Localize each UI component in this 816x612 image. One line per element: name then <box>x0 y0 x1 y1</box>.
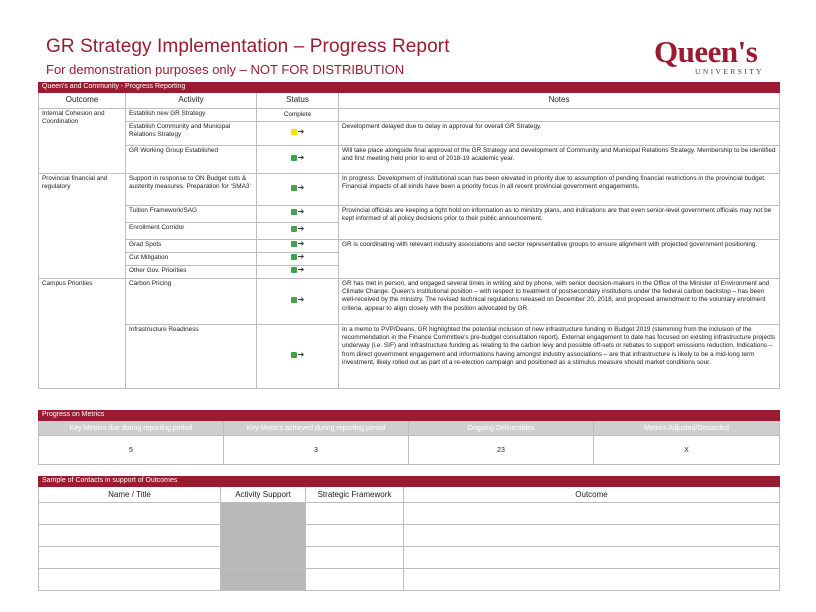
arrow-right-icon: ➔ <box>297 265 305 275</box>
note-cell: Development delayed due to delay in approval for overall GR Strategy. <box>339 122 780 146</box>
note-cell: Provincial officials are keeping a tight hold on information as to ministry plans, and indications are that even senior-level government officials may not be kept informed of all policy decisions prior to their public announcement. <box>339 206 780 240</box>
status-cell <box>257 325 339 389</box>
arrow-right-icon: ➔ <box>297 126 305 136</box>
note-cell <box>339 109 780 122</box>
activity-cell: Tuition Framework/SAG <box>126 206 257 223</box>
metric-label: Metrics Adjusted/Discarded <box>594 421 780 436</box>
metric-label: Key Metrics due during reporting period <box>39 421 224 436</box>
table-row <box>39 206 780 223</box>
status-cell <box>257 146 339 174</box>
contact-row <box>39 569 780 591</box>
status-green-square <box>291 185 297 191</box>
status-indicator <box>291 294 305 304</box>
col-activity-header: Activity <box>126 93 257 109</box>
activity-cell: GR Working Group Established <box>126 146 257 174</box>
contact-row <box>39 547 780 569</box>
table-row <box>39 109 780 122</box>
status-green-square <box>291 155 297 161</box>
status-cell <box>257 279 339 325</box>
col-activity-support-header: Activity Support <box>221 487 306 503</box>
note-cell: GR has met in person, and engaged several times in writing and by phone, with senior decision-makers in the Office of the Minister of Environment and Climate Change. Queen's institutional position – with respect to treatment of postsecondary institutions under the federal carbon backstop – has been well-received by the ministry. The revised technical regulations released on December 20, 2018, and proposed amendment to the voluntary enrolment criteria, appear to align closely with the position advocated by GR. <box>339 279 780 325</box>
metrics-section-title: Progress on Metrics <box>39 411 780 421</box>
status-green-square <box>291 209 297 215</box>
status-indicator <box>291 349 305 359</box>
outcome-cell: Campus Priorities <box>39 279 126 389</box>
col-strategic-framework-header: Strategic Framework <box>306 487 404 503</box>
col-notes-header: Notes <box>339 93 780 109</box>
table-row <box>39 240 780 253</box>
status-green-square <box>291 226 297 232</box>
status-cell: Complete <box>257 109 339 122</box>
status-indicator <box>291 241 305 247</box>
status-green-square <box>291 267 297 273</box>
arrow-right-icon: ➔ <box>297 152 305 162</box>
contact-row <box>39 503 780 525</box>
contact-row <box>39 525 780 547</box>
status-indicator <box>291 152 305 162</box>
note-cell: GR is coordinating with relevant industry associations and sector representative groups to ensure alignment with projected government positioning. <box>339 240 780 279</box>
status-indicator <box>291 182 305 192</box>
outcome-cell: Internal Cohesion and Coordination <box>39 109 126 174</box>
arrow-right-icon: ➔ <box>297 182 305 192</box>
status-cell <box>257 206 339 223</box>
status-indicator <box>291 126 305 136</box>
metrics-table <box>38 410 780 465</box>
progress-reporting-table <box>38 82 780 389</box>
activity-cell: Carbon Pricing <box>126 279 257 325</box>
arrow-right-icon: ➔ <box>297 252 305 262</box>
reporting-section-title: Queen's and Community - Progress Reporting <box>39 83 780 93</box>
status-cell <box>257 240 339 253</box>
status-green-square <box>291 241 297 247</box>
arrow-right-icon: ➔ <box>297 207 305 217</box>
col-status-header: Status <box>257 93 339 109</box>
note-cell: In progress. Development of institutional scan has been elevated in priority due to assumption of pending financial restrictions in the provincial budget. Financial impacts of all kinds have been a priority focus in all recent provincial government engagements. <box>339 174 780 206</box>
arrow-right-icon: ➔ <box>297 349 305 359</box>
status-green-square <box>291 254 297 260</box>
status-cell <box>257 174 339 206</box>
status-green-square <box>291 297 297 303</box>
status-green-square <box>291 352 297 358</box>
logo-subtext: UNIVERSITY <box>695 67 764 76</box>
note-cell: In a memo to PVP/Deans, GR highlighted the potential inclusion of new infrastructure funding in Budget 2019 (stemming from the inclusion of the recommendation in the Finance Committee's pre-budget consultation report). External engagement to date has focused on existing infrastructure projects underway (i.e. SIF) and infrastructure funding as relating to the carbon levy and possible off-sets or rebates to support emissions reduction. Indications – from direct government engagement and informations having amongst industry associations – are that infrastructure is likely to be a mid-long term investment, likely rolled out as part of a re-election campaign and positioned as a stimulus measure should market conditions sour. <box>339 325 780 389</box>
status-cell <box>257 122 339 146</box>
table-row <box>39 146 780 174</box>
status-cell <box>257 223 339 240</box>
metric-value: X <box>594 436 780 465</box>
table-row <box>39 325 780 389</box>
activity-cell: Establish Community and Municipal Relations Strategy <box>126 122 257 146</box>
col-name-title-header: Name / Title <box>39 487 221 503</box>
activity-cell: Enrollment Corridor <box>126 223 257 240</box>
logo-wordmark: Queen's <box>654 34 758 69</box>
col-outcome-header: Outcome <box>404 487 780 503</box>
note-cell: Will take place alongside final approval of the GR Strategy and development of Community and Municipal Relations Strategy. Membership to be identified and first meeting held prior to end of 2018-19 academic year. <box>339 146 780 174</box>
metric-value: 3 <box>224 436 409 465</box>
activity-cell: Other Gov. Priorities <box>126 266 257 279</box>
arrow-right-icon: ➔ <box>297 294 305 304</box>
status-indicator <box>291 226 305 232</box>
status-cell <box>257 266 339 279</box>
metric-value: 23 <box>409 436 594 465</box>
page-subtitle: For demonstration purposes only – NOT FOR DISTRIBUTION <box>46 62 405 77</box>
status-indicator <box>291 209 305 215</box>
table-row <box>39 122 780 146</box>
metric-label: Key Metrics achieved during reporting period <box>224 421 409 436</box>
contacts-section-title: Sample of Contacts in support of Outcomes <box>39 477 780 487</box>
status-cell <box>257 253 339 266</box>
status-yellow-square <box>291 129 297 135</box>
contacts-table <box>38 476 780 591</box>
arrow-right-icon: ➔ <box>297 239 305 249</box>
page-title: GR Strategy Implementation – Progress Report <box>46 36 450 57</box>
activity-cell: Support in response to ON Budget cuts & austerity measures. Preparation for ‘SMA3’ <box>126 174 257 206</box>
metric-value: 5 <box>39 436 224 465</box>
activity-cell: Establish new GR Strategy <box>126 109 257 122</box>
table-row <box>39 174 780 206</box>
queens-logo <box>654 36 766 78</box>
activity-cell: Grad Spots <box>126 240 257 253</box>
col-outcome-header: Outcome <box>39 93 126 109</box>
metric-label: Ongoing Deliverables <box>409 421 594 436</box>
status-indicator <box>291 267 305 273</box>
arrow-right-icon: ➔ <box>297 224 305 234</box>
outcome-cell: Provincial financial and regulatory <box>39 174 126 279</box>
table-row <box>39 279 780 325</box>
activity-cell: Infrastructure Readiness <box>126 325 257 389</box>
activity-cell: Cut Mitigation <box>126 253 257 266</box>
status-indicator <box>291 254 305 260</box>
